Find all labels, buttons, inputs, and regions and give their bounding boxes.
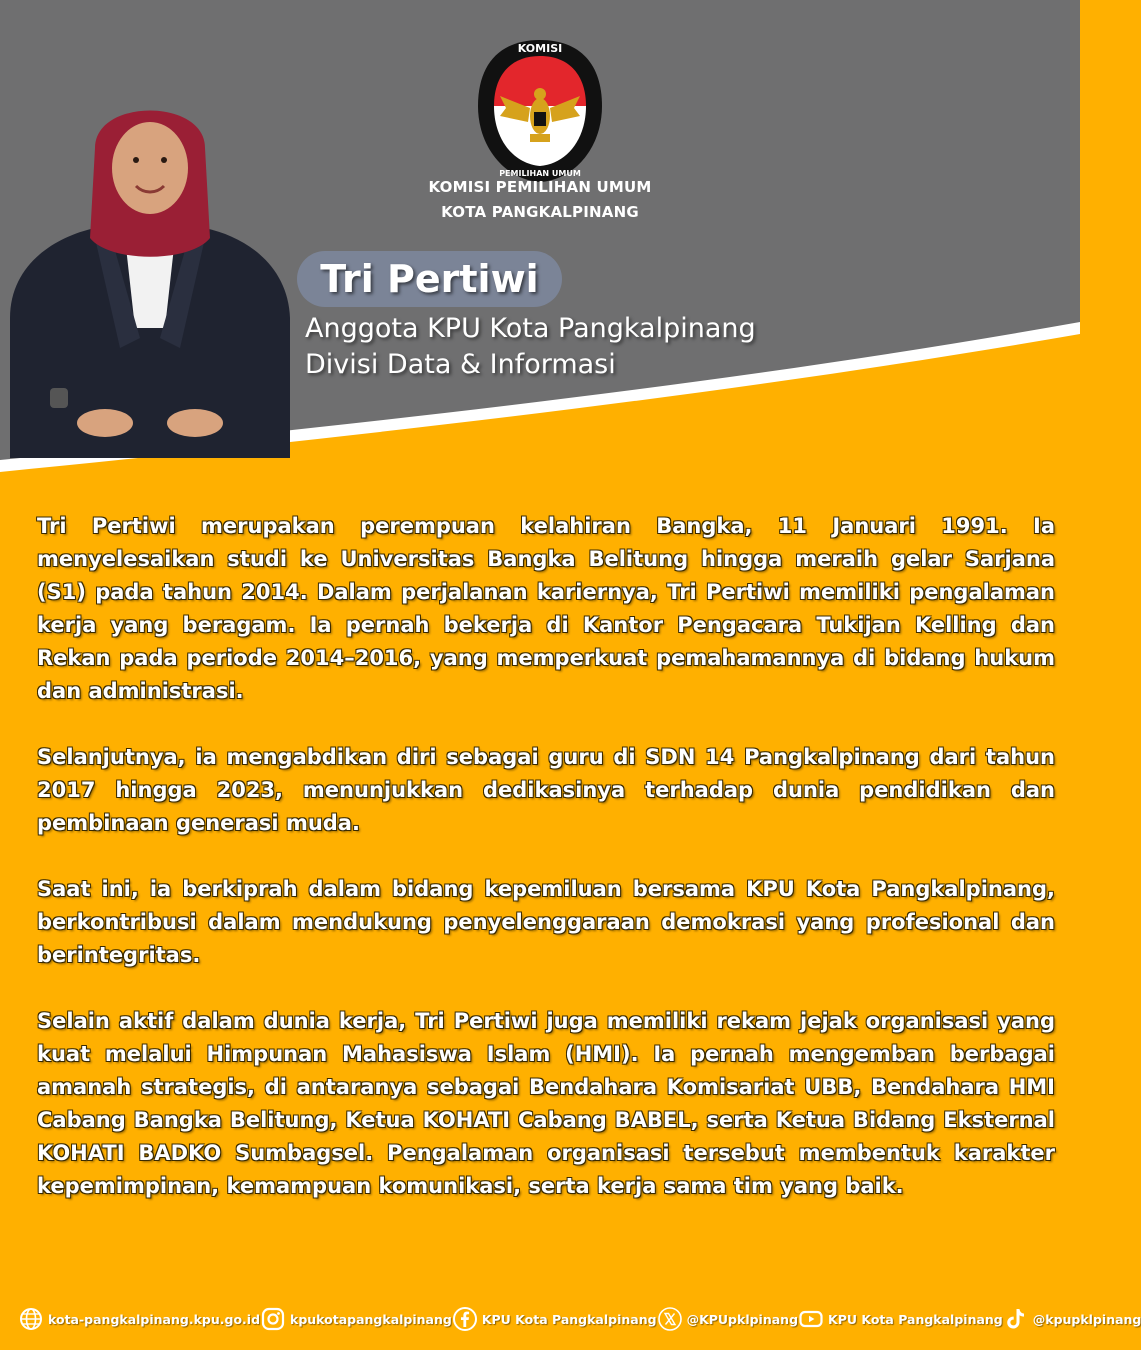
social-instagram[interactable] [260,1306,452,1332]
org-name-line1: KOMISI PEMILIHAN UMUM [428,178,652,196]
kpu-logo [470,36,610,186]
facebook-icon [452,1306,478,1332]
instagram-icon [260,1306,286,1332]
x-icon [657,1306,683,1332]
profile-role-line2: Divisi Data & Informasi [305,349,616,380]
website-label: kota-pangkalpinang.kpu.go.id [48,1311,261,1327]
social-website[interactable] [18,1306,260,1332]
tiktok-label: @kpupklpinang [1032,1311,1141,1327]
bio-paragraph: Selanjutnya, ia mengabdikan diri sebagai guru di SDN 14 Pangkalpinang dari tahun 2017 hingga 2023, menunjukkan dedikasinya terhadap dunia pendidikan dan pembinaan generasi muda. [37,745,1055,835]
social-x[interactable] [657,1306,798,1332]
instagram-label: kpukotapangkalpinang [290,1311,452,1327]
profile-role-line1: Anggota KPU Kota Pangkalpinang [305,313,756,344]
x-label: @KPUpklpinang [686,1311,799,1327]
logo-text-top: KOMISI [517,42,563,55]
profile-photo [0,88,300,458]
bio-paragraph: Saat ini, ia berkiprah dalam bidang kepemiluan bersama KPU Kota Pangkalpinang, berkontribusi dalam mendukung penyelenggaraan demokrasi yang profesional dan berintegritas. [37,877,1055,967]
profile-name: Tri Pertiwi [320,257,539,301]
social-youtube[interactable] [798,1306,1003,1332]
org-name-line2: KOTA PANGKALPINANG [441,203,639,221]
youtube-label: KPU Kota Pangkalpinang [828,1311,1003,1327]
youtube-icon [798,1306,824,1332]
name-pill [297,251,562,307]
social-tiktok[interactable] [1003,1306,1141,1332]
biography [37,510,1055,1236]
bio-paragraph: Tri Pertiwi merupakan perempuan kelahiran Bangka, 11 Januari 1991. Ia menyelesaikan studi ke Universitas Bangka Belitung hingga meraih gelar Sarjana (S1) pada tahun 2014. Dalam perjalanan kariernya, Tri Pertiwi memiliki pengalaman kerja yang beragam. Ia pernah bekerja di Kantor Pengacara Tukijan Kelling dan Rekan pada periode 2014–2016, yang memperkuat pemahamannya di bidang hukum dan administrasi. [37,514,1055,703]
social-footer [18,1304,1141,1334]
social-facebook[interactable] [452,1306,657,1332]
bio-paragraph: Selain aktif dalam dunia kerja, Tri Pertiwi juga memiliki rekam jejak organisasi yang kuat melalui Himpunan Mahasiswa Islam (HMI). Ia pernah mengemban berbagai amanah strategis, di antaranya sebagai Bendahara Komisariat UBB, Bendahara HMI Cabang Bangka Belitung, Ketua KOHATI Cabang BABEL, serta Ketua Bidang Eksternal KOHATI BADKO Sumbagsel. Pengalaman organisasi tersebut membentuk karakter kepemimpinan, kemampuan komunikasi, serta kerja sama tim yang baik. [37,1009,1055,1198]
logo-text-bottom: PEMILIHAN UMUM [499,169,581,178]
tiktok-icon [1003,1306,1029,1332]
facebook-label: KPU Kota Pangkalpinang [481,1311,657,1327]
globe-icon [18,1306,44,1332]
